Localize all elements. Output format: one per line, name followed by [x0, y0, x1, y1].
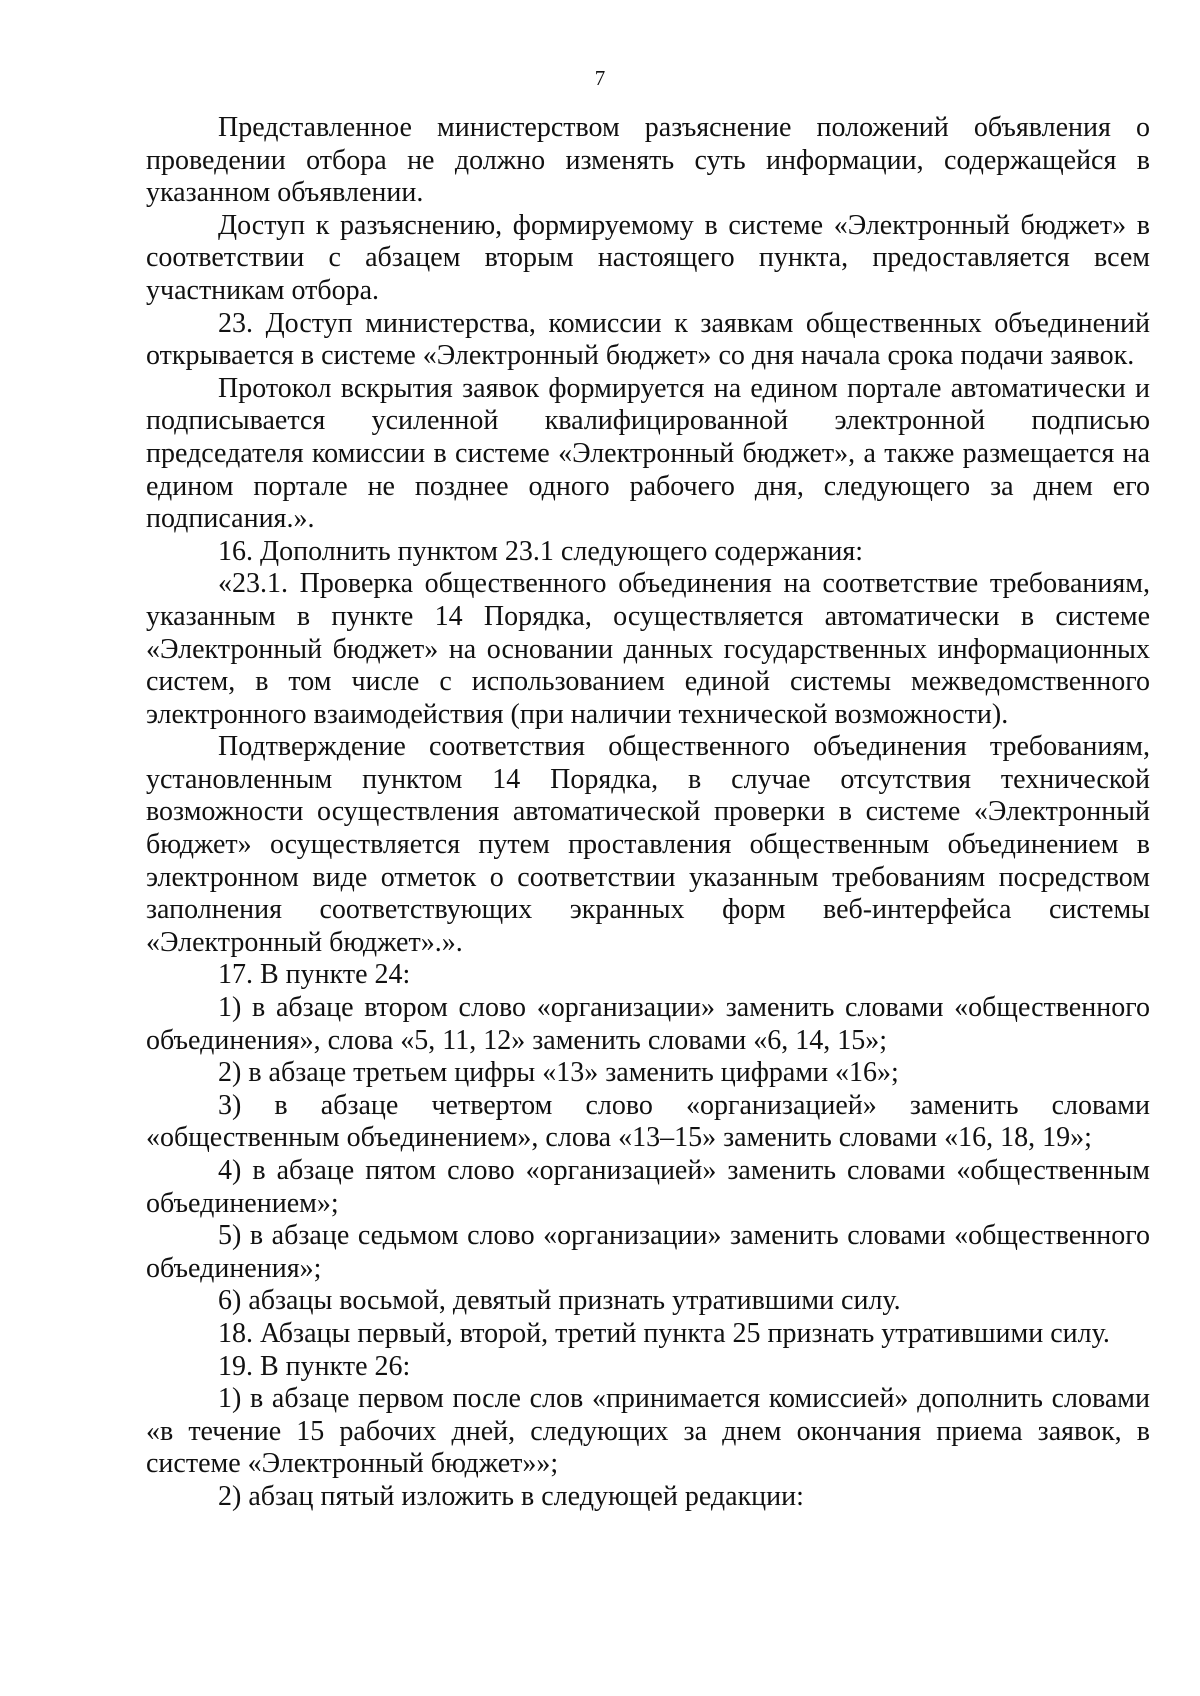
paragraph-item-19-1: 1) в абзаце первом после слов «принимается комиссией» дополнить словами «в течение 15 рабочих дней, следующих за днем окончания приема заявок, в системе «Электронный бюджет»»; — [146, 1383, 1150, 1480]
paragraph-item-17-6: 6) абзацы восьмой, девятый признать утратившими силу. — [218, 1285, 901, 1317]
paragraph-clarification-access: Доступ к разъяснению, формируемому в системе «Электронный бюджет» в соответствии с абзацем вторым настоящего пункта, предоставляется всем участникам отбора. — [146, 209, 1150, 306]
paragraph-item-19-2: 2) абзац пятый изложить в следующей редакции: — [218, 1480, 804, 1512]
paragraph-item-17-1: 1) в абзаце втором слово «организации» заменить словами «общественного объединения», слова «5, 11, 12» заменить словами «6, 14, 15»; — [146, 992, 1150, 1056]
paragraph-item-18: 18. Абзацы первый, второй, третий пункта 25 признать утратившими силу. — [218, 1317, 1110, 1349]
paragraph-item-17-4: 4) в абзаце пятом слово «организацией» заменить словами «общественным объединением»; — [146, 1155, 1150, 1219]
paragraph-item-17-3: 3) в абзаце четвертом слово «организацией» заменить словами «общественным объединением», слова «13–15» заменить словами «16, 18, 19»; — [146, 1089, 1150, 1154]
paragraph-item-17: 17. В пункте 24: — [218, 959, 411, 991]
paragraph-item-17-5: 5) в абзаце седьмом слово «организации» заменить словами «общественного объединения»; — [146, 1220, 1150, 1284]
paragraph-item-23: 23. Доступ министерства, комиссии к заявкам общественных объединений открывается в системе «Электронный бюджет» со дня начала срока подачи заявок. — [146, 307, 1150, 372]
paragraph-item-19: 19. В пункте 26: — [218, 1350, 411, 1382]
paragraph-opening-protocol: Протокол вскрытия заявок формируется на едином портале автоматически и подписывается усиленной квалифицированной электронной подписью председателя комиссии в системе «Электронный бюджет», а также размещается на едином портале не позднее одного рабочего дня, следующего за днем его подписания.». — [146, 372, 1150, 535]
paragraph-item-23-1: «23.1. Проверка общественного объединения на соответствие требованиям, указанным в пункте 14 Порядка, осуществляется автоматически в системе «Электронный бюджет» на основании данных государственных информационных систем, в том числе с использованием единой системы межведомственного электронного взаимодействия (при наличии технической возможности). — [146, 568, 1150, 730]
paragraph-clarification-scope: Представленное министерством разъяснение положений объявления о проведении отбора не должно изменять суть информации, содержащейся в указанном объявлении. — [146, 112, 1150, 209]
paragraph-compliance-confirmation: Подтверждение соответствия общественного объединения требованиям, установленным пунктом 14 Порядка, в случае отсутствия технической возможности осуществления автоматической проверки в системе «Электронный бюджет» осуществляется путем проставления общественным объединением в электронном виде отметок о соответствии указанным требованиям посредством заполнения соответствующих экранных форм веб-интерфейса системы «Электронный бюджет».». — [146, 731, 1150, 958]
page-number: 7 — [594, 66, 606, 90]
paragraph-item-16: 16. Дополнить пунктом 23.1 следующего содержания: — [218, 535, 864, 567]
document-body — [146, 112, 1150, 1514]
paragraph-item-17-2: 2) в абзаце третьем цифры «13» заменить цифрами «16»; — [218, 1057, 899, 1089]
